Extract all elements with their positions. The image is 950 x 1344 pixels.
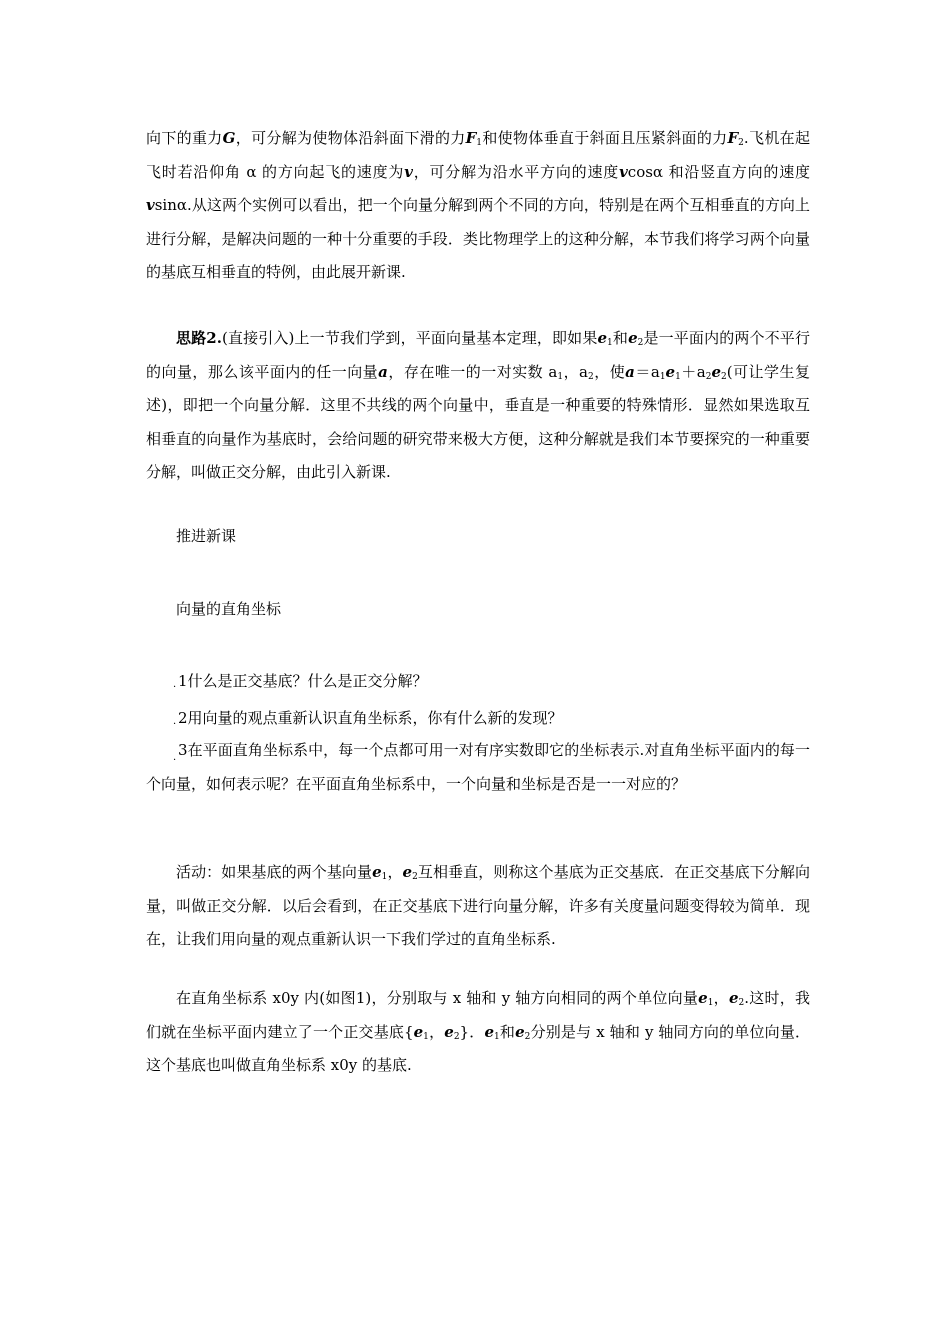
var-e1: e [698,989,708,1007]
subscript: 1 [476,138,482,148]
subscript: 1 [423,1031,429,1042]
var-e2: e [628,329,638,347]
var-a: a [625,362,635,381]
text: ， [428,1022,445,1041]
text: 分别是与 x 轴和 y 轴同方向的单位向量．这个基底也叫做直角坐标系 x0y 的基底. [146,1022,810,1074]
text: ， [713,989,729,1007]
subscript: 1 [675,371,681,382]
text: ，可分解为沿水平方向的速度 [412,162,620,181]
heading-vector-coordinates: 向量的直角坐标 [176,600,282,618]
paragraph-coordinate-system [146,982,810,1083]
text: 向下的重力 [146,129,223,147]
text: ＋a [680,362,706,381]
subscript: 2 [412,872,418,882]
text: ＝a [634,362,660,381]
text: }． [459,1022,485,1041]
var-v: v [404,162,413,181]
var-v: v [619,162,628,181]
subscript: 2 [738,138,744,148]
var-e1: e [597,329,608,347]
var-e1: e [413,1022,424,1041]
subscript: 2 [705,371,712,382]
var-G: G [222,129,236,147]
text: ，使 [593,362,626,381]
text: ，可分解为使物体沿斜面下滑的力 [235,129,466,147]
text: 飞机在起飞时若沿仰角 α 的方向起飞的速度为 [146,129,810,181]
var-F2: F [727,129,739,147]
text: ，存在唯一的一对实数 a [387,362,558,381]
text: 活动：如果基底的两个基向量 [176,863,373,881]
text: cosα 和沿竖直方向的速度 [627,162,810,181]
var-e2: e [728,989,739,1007]
text: sinα.从这两个实例可以看出，把一个向量分解到两个不同的方向，特别是在两个互相垂直的方向上进行分解，是解决问题的一种十分重要的手段．类比物理学上的这种分解，本节我们将学习两个向量的基底互相垂直的特例，由此展开新课. [146,196,810,281]
var-e1: e [484,1022,494,1041]
var-e2: e [711,362,722,381]
text: ，a [563,362,588,381]
bullet-dot: · [173,682,177,693]
text: (可让学生复述)，即把一个向量分解．这里不共线的两个向量中，垂直是一种重要的特殊情形．显然如果选取互相垂直的向量作为基底时，会给问题的研究带来极大方便，这种分解就是我们本节要探究的一种重要分解，叫做正交分解，由此引入新课. [146,362,810,481]
subscript: 2 [588,371,594,382]
bullet-dot: · [173,755,177,766]
subscript: 1 [659,371,666,382]
subscript: 1 [494,1031,500,1042]
subscript: 1 [607,338,613,348]
var-e2: e [515,1022,525,1041]
var-e1: e [372,863,382,881]
text: .这时，我们就在坐标平面内建立了一个正交基底{ [146,989,810,1041]
subscript: 2 [738,998,745,1008]
text: . [743,129,749,147]
text: 和 [612,329,629,347]
paragraph-physics-example [146,122,810,290]
approach-label: 思路2. [176,329,222,347]
bullet-dot: · [173,719,177,730]
text: ， [387,863,403,881]
text: 是一平面内的两个不平行的向量，那么该平面内的任一向量 [146,329,810,381]
subscript: 2 [524,1031,531,1042]
text: 和 [499,1022,516,1041]
var-F1: F [465,129,477,147]
var-e2: e [402,863,413,881]
var-e1: e [665,362,676,381]
paragraph-activity [146,856,810,957]
heading-new-lesson: 推进新课 [176,527,237,545]
question-3: 3在平面直角坐标系中，每一个点都可用一对有序实数即它的坐标表示.对直角坐标平面内的每一个向量，如何表示呢？在平面直角坐标系中，一个向量和坐标是否是一一对应的？ [146,741,810,793]
question-2: 2用向量的观点重新认识直角坐标系，你有什么新的发现？ [178,709,563,727]
subscript: 2 [721,371,727,382]
text: 互相垂直，则称这个基底为正交基底．在正交基底下分解向量，叫做正交分解．以后会看到，在正交基底下进行向量分解，许多有关度量问题变得较为简单．现在，让我们用向量的观点重新认识一下我们学过的直角坐标系. [146,863,810,948]
text: (直接引入)上一节我们学到，平面向量基本定理，即如果 [221,329,598,347]
question-1: 1什么是正交基底？什么是正交分解？ [178,672,428,690]
subscript: 1 [707,998,714,1008]
var-a: a [378,362,388,381]
subscript: 2 [453,1031,460,1042]
text: 和使物体垂直于斜面且压紧斜面的力 [482,129,728,147]
paragraph-approach-2 [146,322,810,490]
subscript: 2 [637,338,644,348]
subscript: 1 [557,371,564,382]
var-e2: e [444,1022,454,1041]
subscript: 1 [381,872,388,882]
text: 在直角坐标系 x0y 内(如图1)，分别取与 x 轴和 y 轴方向相同的两个单位向量 [176,989,699,1007]
var-v: v [146,196,155,214]
